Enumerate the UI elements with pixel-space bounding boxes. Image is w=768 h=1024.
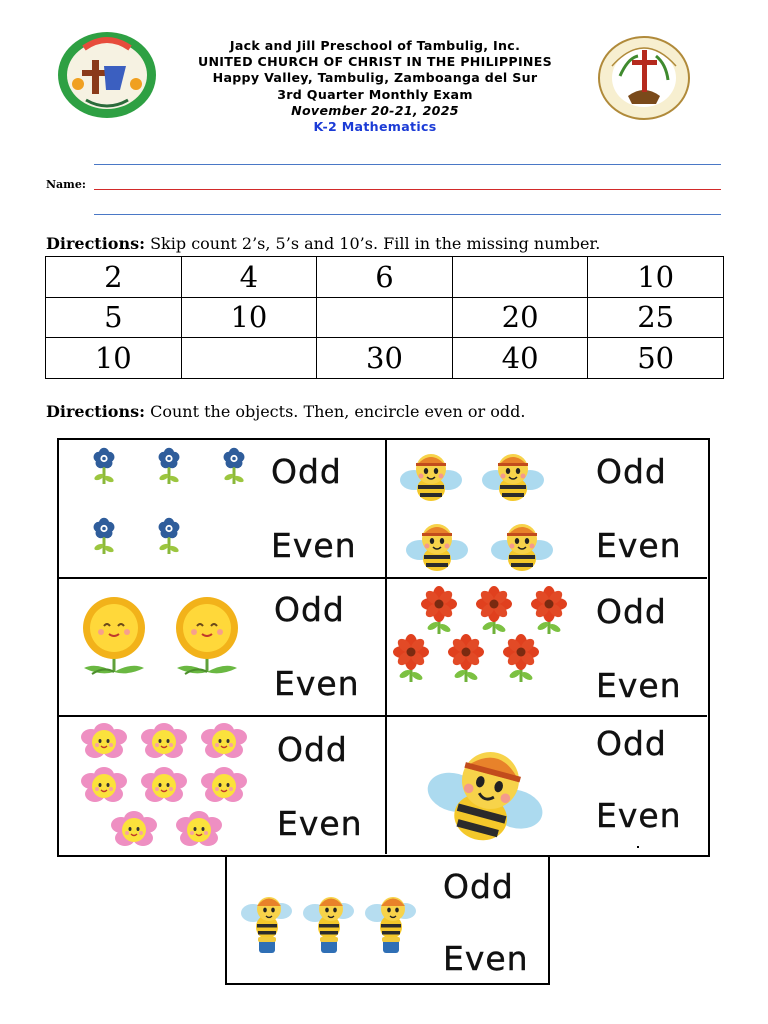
grid-divider: [59, 577, 707, 579]
blue-flower-icon: [158, 518, 179, 554]
odd-option[interactable]: Odd: [271, 452, 342, 491]
bee-icon: [482, 454, 544, 501]
red-flowers-group: [389, 580, 589, 714]
sunflower-icon: [83, 597, 145, 674]
blue-flower-icon: [93, 448, 114, 484]
bee-with-pot-icon: [365, 897, 416, 953]
even-option[interactable]: Even: [596, 666, 682, 705]
odd-option[interactable]: Odd: [596, 724, 667, 763]
ucc-philippines-logo: [598, 36, 690, 120]
blue-flowers-group: [59, 440, 269, 577]
blue-flower-icon: [223, 448, 244, 484]
name-writing-line[interactable]: [94, 189, 721, 190]
even-option[interactable]: Even: [443, 939, 529, 978]
bee-with-pot-icon: [303, 897, 354, 953]
skip-count-row-2s: [46, 257, 724, 298]
pink-flower-icon: [111, 811, 157, 846]
pink-flower-icon: [141, 767, 187, 802]
odd-option[interactable]: Odd: [277, 730, 348, 769]
pot-bees-group: [227, 857, 442, 982]
number-cell: 10: [588, 257, 724, 298]
red-flower-icon: [531, 586, 567, 634]
sunflower-icon: [176, 597, 238, 674]
odd-option[interactable]: Odd: [443, 867, 514, 906]
number-cell: 6: [317, 257, 453, 298]
bee-with-pot-icon: [241, 897, 292, 953]
missing-number-cell[interactable]: [181, 338, 317, 379]
directions-label: Directions:: [46, 234, 145, 253]
even-option[interactable]: Even: [277, 804, 363, 843]
odd-option[interactable]: Odd: [596, 592, 667, 631]
bee-icon: [400, 454, 462, 501]
big-bee-group: [389, 718, 589, 854]
pink-flower-icon: [201, 723, 247, 758]
pink-flower-icon: [176, 811, 222, 846]
odd-option[interactable]: Odd: [274, 590, 345, 629]
number-cell: 10: [46, 338, 182, 379]
name-guide-line-top: [94, 164, 721, 165]
even-option[interactable]: Even: [596, 526, 682, 565]
school-address: Happy Valley, Tambulig, Zamboanga del Sur: [212, 70, 538, 86]
blue-flower-icon: [158, 448, 179, 484]
count-objects-grid: [57, 438, 710, 857]
even-option[interactable]: Even: [271, 526, 357, 565]
directions-count-objects: [46, 402, 525, 421]
missing-number-cell[interactable]: [317, 297, 453, 338]
pink-flower-icon: [81, 767, 127, 802]
odd-option[interactable]: Odd: [596, 452, 667, 491]
stray-mark: [637, 846, 639, 848]
directions-label: Directions:: [46, 402, 145, 421]
red-flower-icon: [503, 634, 539, 682]
name-guide-line-bottom: [94, 214, 721, 215]
directions-text: Count the objects. Then, encircle even or odd.: [145, 402, 526, 421]
number-cell: 20: [452, 297, 588, 338]
number-cell: 40: [452, 338, 588, 379]
directions-text: Skip count 2’s, 5’s and 10’s. Fill in the missing number.: [145, 234, 601, 253]
skip-count-row-5s: [46, 297, 724, 338]
bee-icon: [406, 524, 468, 571]
sunflowers-group: [59, 580, 269, 714]
subject-title: K-2 Mathematics: [313, 119, 437, 135]
bees-group: [389, 440, 589, 577]
school-header: [160, 38, 590, 135]
blue-flower-icon: [93, 518, 114, 554]
exam-date: November 20-21, 2025: [291, 102, 459, 118]
exam-title: 3rd Quarter Monthly Exam: [277, 86, 473, 102]
jack-and-jill-logo: [56, 30, 158, 120]
red-flower-icon: [448, 634, 484, 682]
directions-skip-count: [46, 234, 600, 253]
number-cell: 4: [181, 257, 317, 298]
even-option[interactable]: Even: [596, 796, 682, 835]
bee-icon: [491, 524, 553, 571]
even-option[interactable]: Even: [274, 664, 360, 703]
grid-divider: [385, 440, 387, 854]
church-name: UNITED CHURCH OF CHRIST IN THE PHILIPPINES: [197, 54, 553, 70]
pink-flower-icon: [81, 723, 127, 758]
number-cell: 2: [46, 257, 182, 298]
count-objects-bottom-box: [225, 855, 550, 985]
red-flower-icon: [476, 586, 512, 634]
number-cell: 10: [181, 297, 317, 338]
skip-count-row-10s: [46, 338, 724, 379]
pink-flowers-group: [59, 718, 274, 854]
number-cell: 50: [588, 338, 724, 379]
name-label: Name:: [46, 178, 86, 191]
pink-flower-icon: [201, 767, 247, 802]
school-name: Jack and Jill Preschool of Tambulig, Inc.: [229, 38, 521, 53]
bee-icon: [418, 738, 555, 855]
number-cell: 5: [46, 297, 182, 338]
red-flower-icon: [393, 634, 429, 682]
number-cell: 25: [588, 297, 724, 338]
skip-count-table: [45, 256, 724, 379]
missing-number-cell[interactable]: [452, 257, 588, 298]
pink-flower-icon: [141, 723, 187, 758]
grid-divider: [59, 715, 707, 717]
red-flower-icon: [421, 586, 457, 634]
number-cell: 30: [317, 338, 453, 379]
